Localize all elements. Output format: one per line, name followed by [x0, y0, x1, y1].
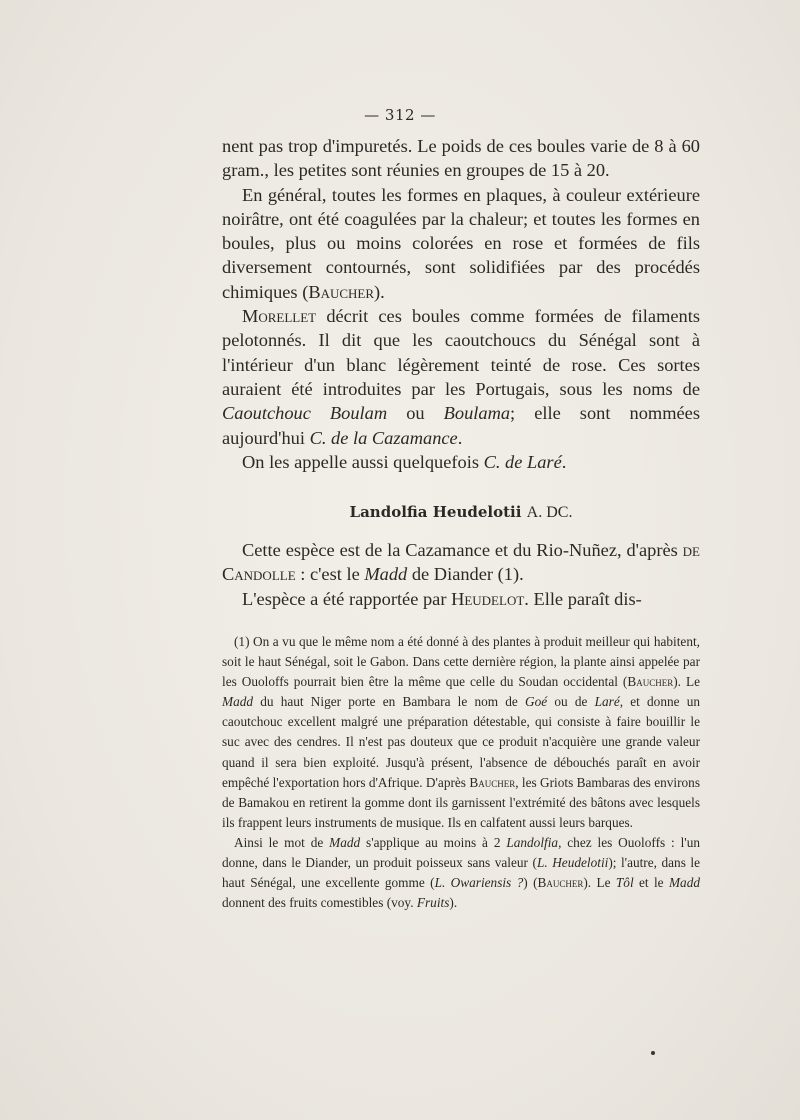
italic-term: Madd: [364, 564, 408, 585]
footnote-text: du haut Niger porte en Bambara le nom de: [253, 694, 526, 710]
italic-term: Fruits: [416, 895, 450, 911]
paragraph-3-text: ou: [387, 403, 444, 424]
italic-term: Boulama: [443, 403, 511, 424]
ink-speck: [651, 1051, 655, 1055]
paragraph-4-end: .: [561, 451, 567, 472]
paragraph-3-text: décrit ces boules comme formées de filaments pelotonnés. Il dit que les caoutchoucs du Sénégal sont à l'intérieur d'un blanc légèrement teinté de rose. Ces sortes auraient été introduites par les Portugais, sous les noms de: [222, 306, 700, 399]
footnote-2: [222, 833, 700, 913]
paragraph-2-text: En général, toutes les formes en plaques, à couleur extérieure noirâtre, ont été coagulées par la chaleur; et toutes les formes en boules, plus ou moins colorées en rose et formées de fils diversement contournés, sont solidifiées par des procédés chimiques (: [222, 184, 700, 302]
author-name: de Candolle: [222, 540, 700, 585]
author-name: Baucher: [469, 774, 516, 790]
section-paragraph-text: . Elle paraît dis-: [524, 588, 642, 609]
footnote-text: ). Le: [583, 875, 616, 891]
footnote-text: , chez les Ouoloffs : l'un donne, dans le Diander, un produit poisseux sans valeur (: [222, 834, 700, 871]
italic-term: Madd: [668, 875, 700, 891]
paragraph-3: [222, 304, 700, 450]
footnote-1: [222, 632, 700, 833]
author-name: Baucher: [537, 875, 584, 891]
footnote-text: et le: [633, 875, 669, 891]
paragraph-3-text: ; elle sont nommées aujourd'hui: [222, 403, 700, 448]
footnotes: [222, 632, 700, 913]
paragraph-2-end: ).: [374, 281, 385, 302]
italic-term: Goé: [525, 694, 548, 710]
section-paragraph-text: de Diander (1).: [407, 564, 524, 585]
author-name: Baucher: [308, 281, 375, 302]
page-number: — 312 —: [364, 106, 436, 124]
section-text: [222, 538, 700, 611]
footnote-text: , les Griots Bambaras des environs de Bamakou en retirent la gomme dont ils garnissent l'extrémité des bâtons avec lesquels ils frappent leurs instruments de musique. Ils en calfatent aussi leurs barques.: [222, 774, 700, 830]
section-paragraph-text: Cette espèce est de la Cazamance et du Rio-Nuñez, d'après: [242, 540, 683, 560]
footnote-text: donnent des fruits comestibles (voy.: [222, 895, 417, 911]
footnote-text: ou de: [547, 694, 595, 710]
main-text: [222, 134, 700, 474]
author-name: Morellet: [242, 306, 317, 327]
paragraph-2: [222, 183, 700, 304]
paragraph-3-end: .: [457, 427, 463, 448]
author-name: Heudelot: [451, 588, 525, 609]
footnote-text: ).: [449, 895, 458, 911]
italic-term: Madd: [222, 694, 254, 710]
footnote-text: s'applique au moins à 2: [360, 834, 507, 850]
italic-term: Madd: [329, 834, 361, 850]
footnote-text: ). Le: [673, 674, 700, 690]
italic-term: L. Heudelotii: [536, 855, 609, 871]
section-paragraph-2: [222, 587, 700, 611]
species-name: Landolfia Heudelotii: [349, 503, 522, 521]
section-paragraph-1: [222, 538, 700, 587]
paragraph-4-text: On les appelle aussi quelquefois: [242, 451, 484, 472]
paragraph-4: [222, 450, 700, 474]
italic-term: C. de Laré: [483, 451, 562, 472]
paragraph-1: [222, 134, 700, 183]
footnote-text: (1) On a vu que le même nom a été donné à des plantes à produit meilleur qui habitent, soit le haut Sénégal, soit le Gabon. Dans cette dernière région, la plante ainsi appelée par les Ouoloffs pourrait bien être la même que celle du Soudan occidental (: [222, 634, 700, 690]
footnote-text: ); l'autre, dans le haut Sénégal, une excellente gomme (: [222, 855, 700, 891]
italic-term: Landolfia: [506, 834, 559, 850]
italic-term: L. Owariensis ?: [434, 875, 524, 891]
species-authority: A. DC.: [526, 504, 573, 521]
italic-term: C. de la Cazamance: [309, 427, 458, 448]
footnote-text: , et donne un caoutchouc excellent malgré une préparation détestable, qui consiste à faire bouillir le suc avec des cendres. Il n'est pas douteux que ce produit n'acquière une grande valeur quand il sera bien exploité. Jusqu'à présent, l'absence de débouchés paraît en avoir empêché l'exportation hors d'Afrique. D'après: [222, 694, 701, 790]
italic-term: Laré: [594, 694, 620, 710]
italic-term: Tôl: [615, 875, 634, 891]
footnote-text: Ainsi le mot de: [234, 834, 330, 850]
paragraph-1-text: nent pas trop d'impuretés. Le poids de ces boules varie de 8 à 60 gram., les petites sont réunies en groupes de 15 à 20.: [222, 136, 700, 181]
italic-term: Caoutchouc Boulam: [222, 403, 388, 424]
footnote-text: ) (: [523, 875, 538, 891]
section-paragraph-text: : c'est le: [295, 564, 365, 585]
section-heading: [222, 503, 700, 522]
author-name: Baucher: [627, 674, 674, 690]
section-paragraph-text: L'espèce a été rapportée par: [242, 588, 452, 609]
